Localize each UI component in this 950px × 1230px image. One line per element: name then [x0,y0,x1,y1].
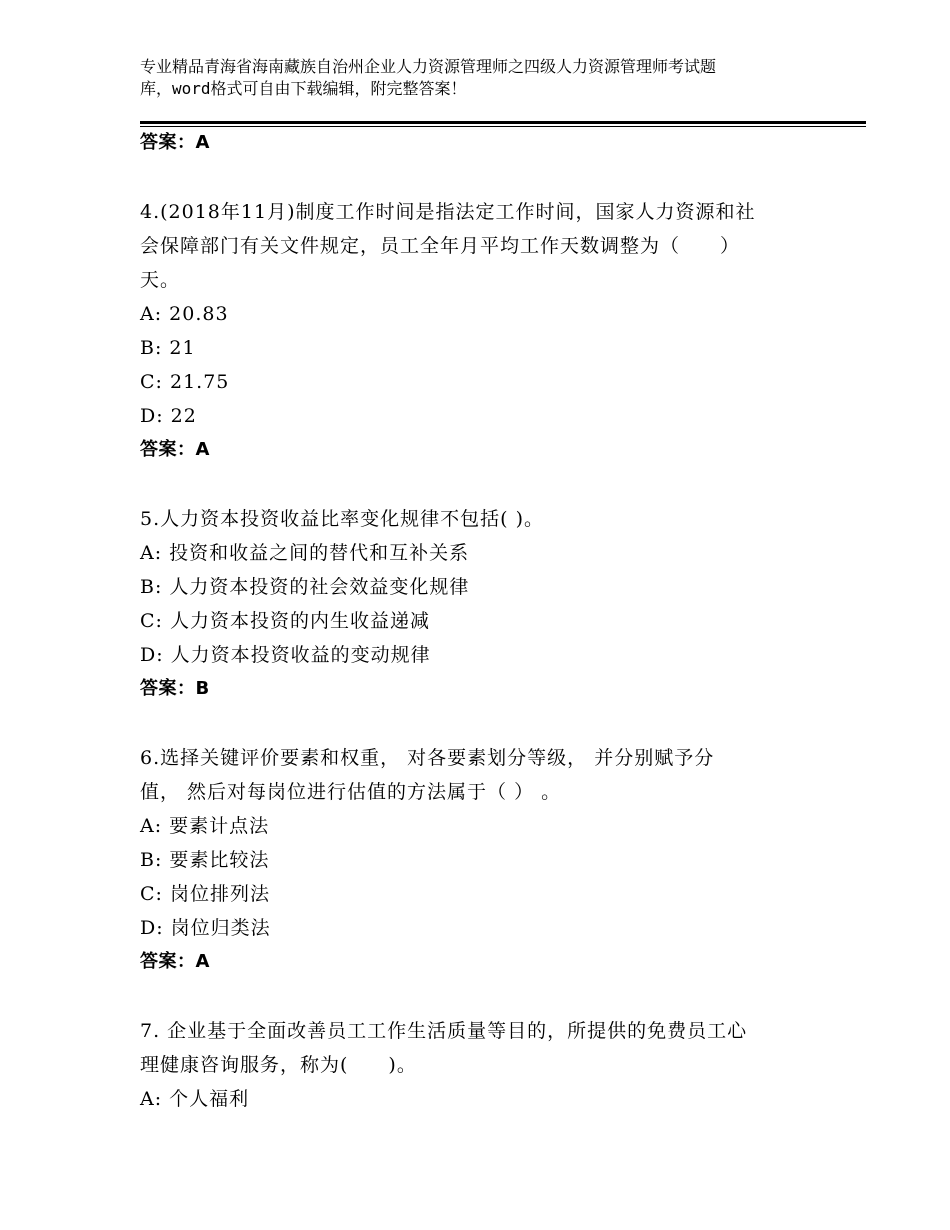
q6-answer: 答案：A [140,951,210,972]
q5-option-a: A: 投资和收益之间的替代和互补关系 [140,542,470,564]
q6-option-a: A: 要素计点法 [140,815,270,837]
q5-answer: 答案：B [140,678,210,699]
document-header [140,56,830,100]
header-rule-thin [140,126,866,127]
q5-option-b: B: 人力资本投资的社会效益变化规律 [140,576,470,598]
q4-option-a: A: 20.83 [140,303,229,325]
q6-stem-line-1: 6.选择关键评价要素和权重， 对各要素划分等级， 并分别赋予分 [140,747,715,769]
q6-option-b: B: 要素比较法 [140,849,270,871]
q6-option-c: C: 岗位排列法 [140,883,270,905]
q4-answer: 答案：A [140,439,210,460]
q4-option-c: C: 21.75 [140,371,230,393]
q7-option-a: A: 个人福利 [140,1088,250,1110]
q4-stem-line-2: 会保障部门有关文件规定，员工全年月平均工作天数调整为（ ） [140,235,741,257]
q4-stem-line-3: 天。 [140,269,181,291]
q7-stem-line-1: 7. 企业基于全面改善员工工作生活质量等目的，所提供的免费员工心 [140,1020,748,1042]
header-line-2: 库，word格式可自由下载编辑，附完整答案！ [140,79,467,98]
q5-option-d: D: 人力资本投资收益的变动规律 [140,644,431,666]
q3-answer: 答案：A [140,132,210,153]
q4-stem-line-1: 4.(2018年11月)制度工作时间是指法定工作时间，国家人力资源和社 [140,201,756,223]
q6-stem-line-2: 值， 然后对每岗位进行估值的方法属于（ ） 。 [140,781,562,803]
header-line-1: 专业精品青海省海南藏族自治州企业人力资源管理师之四级人力资源管理师考试题 [140,57,717,76]
q5-option-c: C: 人力资本投资的内生收益递减 [140,610,430,632]
header-rule-thick [140,121,866,124]
q6-option-d: D: 岗位归类法 [140,917,271,939]
q4-option-d: D: 22 [140,405,197,427]
q5-stem-line-1: 5.人力资本投资收益比率变化规律不包括( )。 [140,508,544,530]
q7-stem-line-2: 理健康咨询服务，称为( )。 [140,1054,417,1076]
q4-option-b: B: 21 [140,337,196,359]
